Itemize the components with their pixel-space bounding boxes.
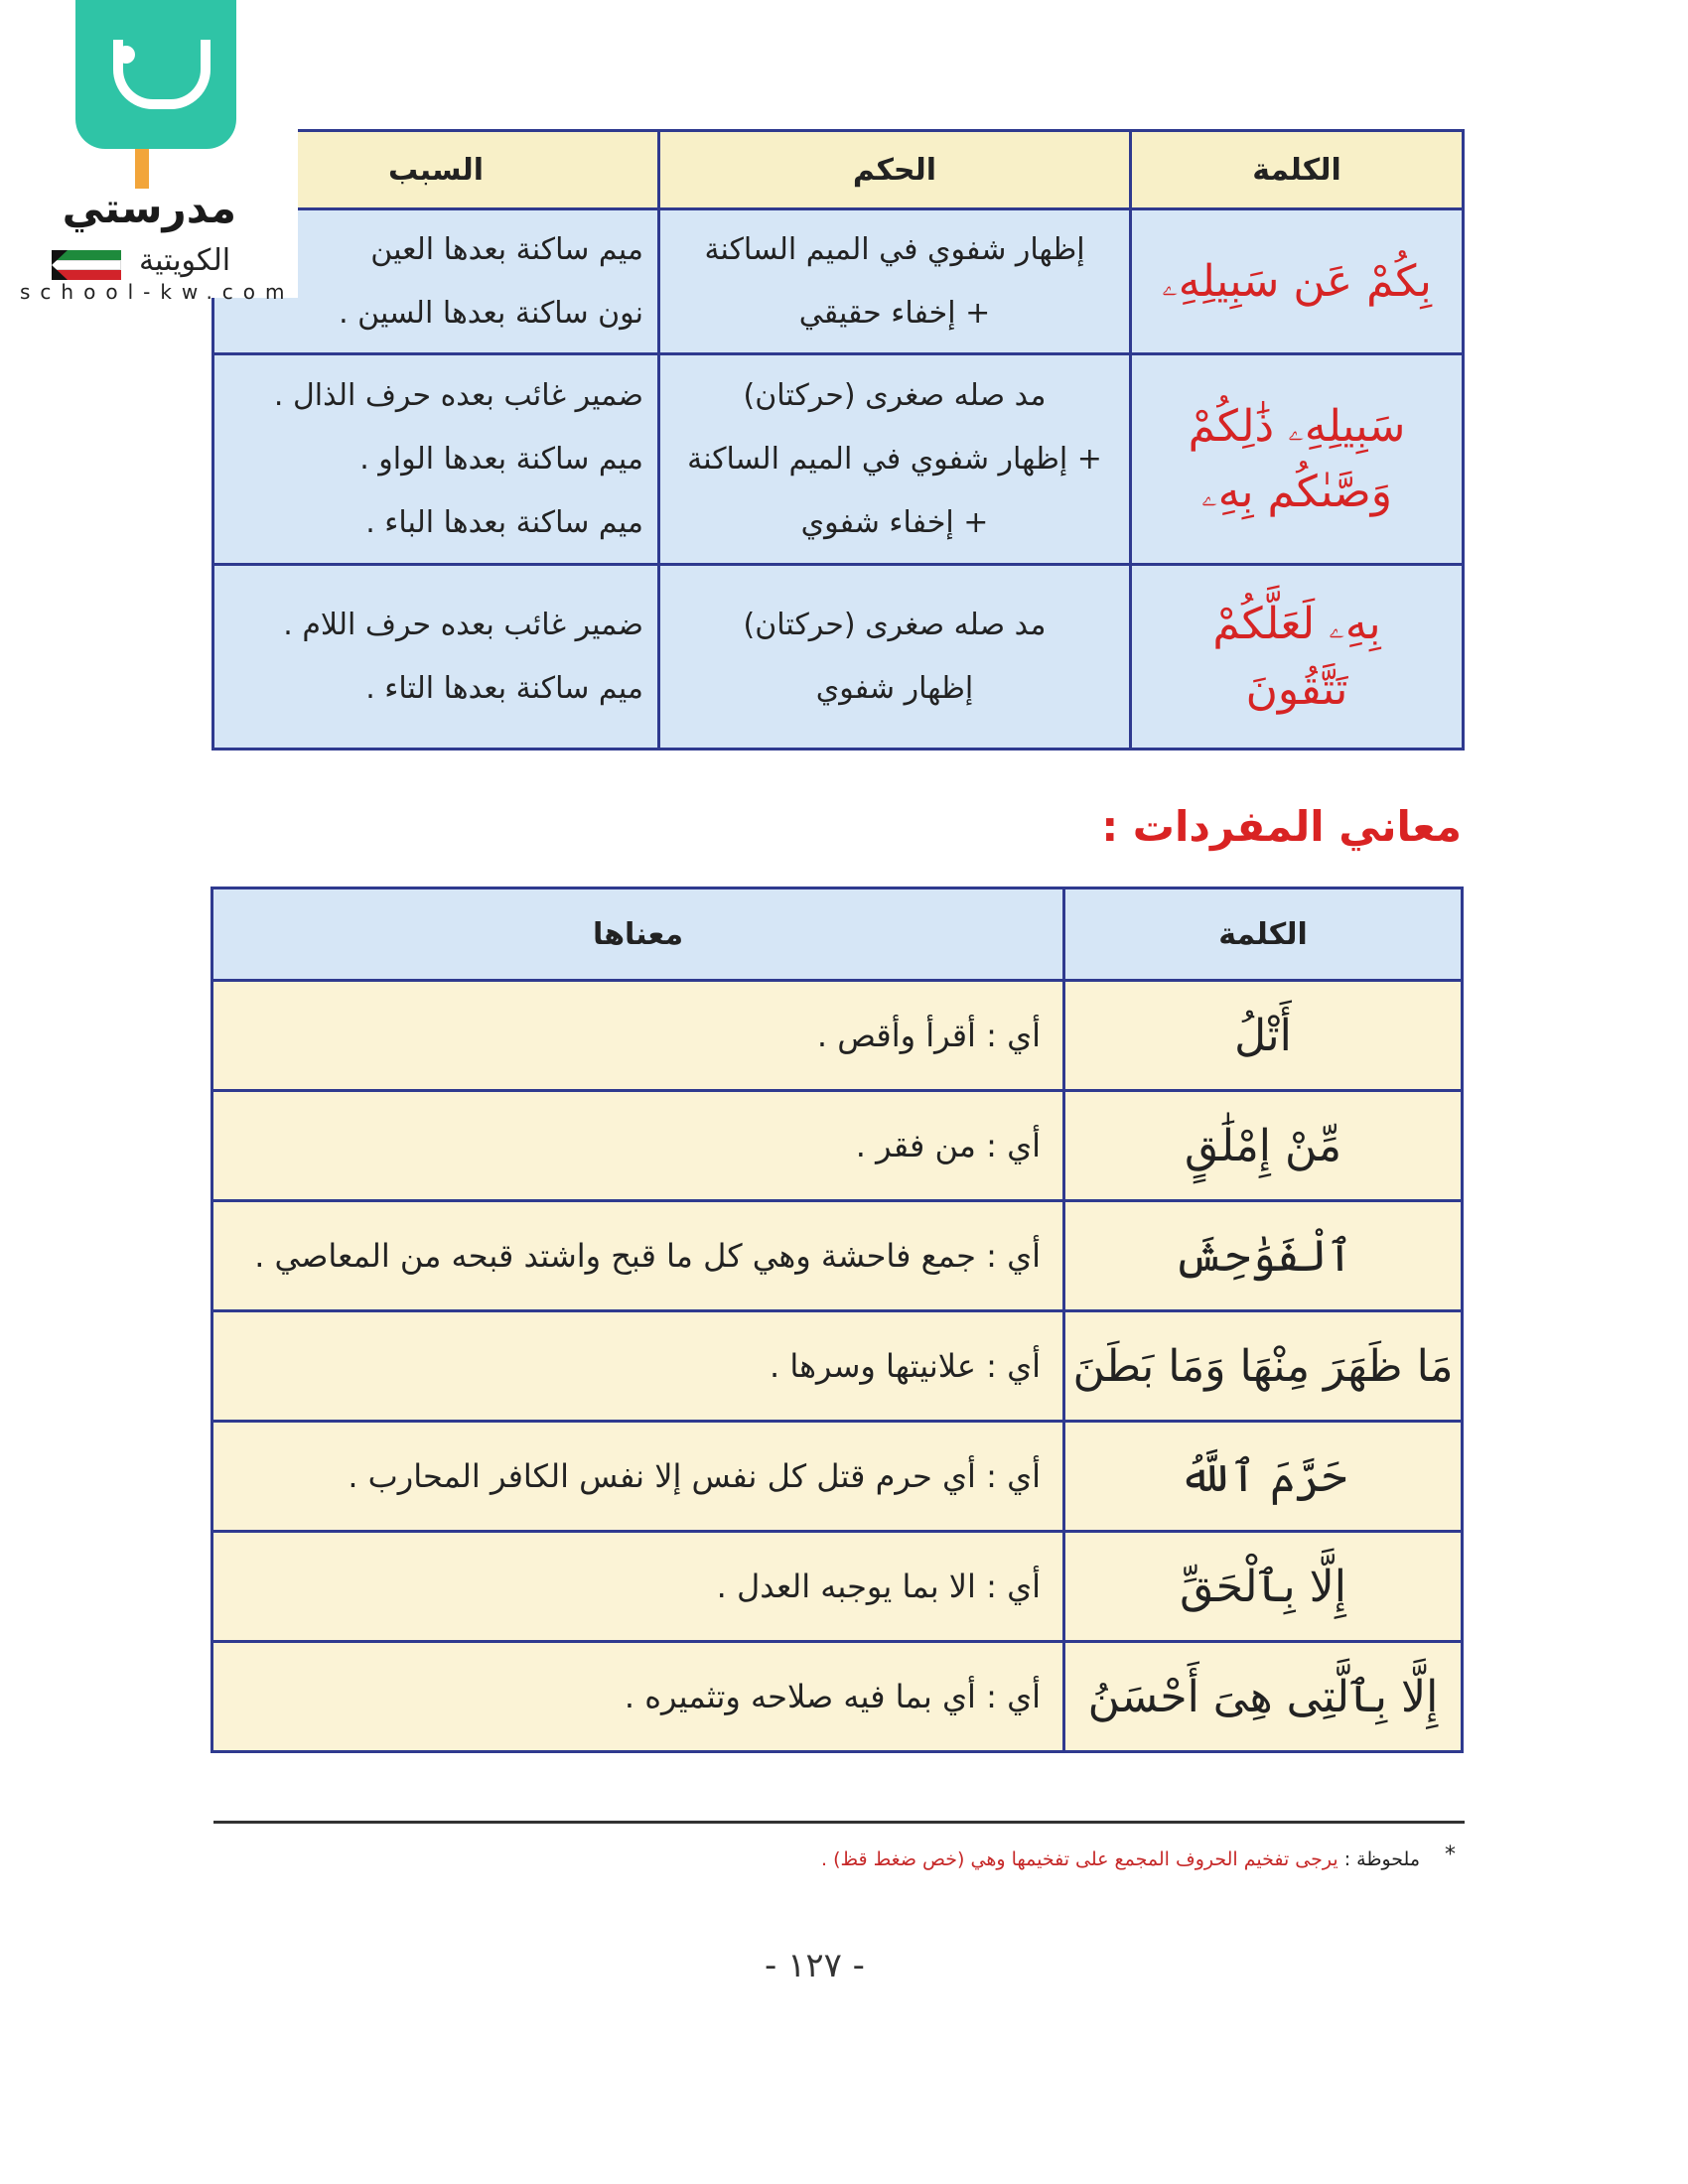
- header-reason: السبب: [213, 131, 659, 209]
- table-row: [212, 1201, 1463, 1311]
- word-cell: إِلَّا بِٱلْحَقِّ: [1064, 1532, 1463, 1642]
- kuwait-flag-icon: [52, 250, 121, 280]
- table-row: [212, 1532, 1463, 1642]
- table-row: [212, 981, 1463, 1091]
- section-title: معاني المفردات :: [1101, 802, 1462, 851]
- header-word: الكلمة: [1064, 888, 1463, 981]
- table-row: [212, 1642, 1463, 1752]
- header-ruling: الحكم: [659, 131, 1131, 209]
- logo-name: مدرستي: [62, 184, 236, 232]
- word-cell: أَتْلُ: [1064, 981, 1463, 1091]
- logo-smile-icon: [113, 40, 211, 109]
- table-row: [212, 1091, 1463, 1201]
- table-row: [212, 1422, 1463, 1532]
- vocabulary-table: [211, 887, 1464, 1753]
- meaning-cell: أي : الا بما يوجبه العدل .: [212, 1532, 1064, 1642]
- footnote-star: *: [1445, 1843, 1456, 1867]
- word-cell: ٱلْفَوَٰحِشَ: [1064, 1201, 1463, 1311]
- meaning-cell: أي : جمع فاحشة وهي كل ما قبح واشتد قبحه من المعاصي .: [212, 1201, 1064, 1311]
- ruling-cell: مد صله صغرى (حركتان) + إظهار شفوي في الميم الساكنة + إخفاء شفوي: [659, 354, 1131, 565]
- header-meaning: معناها: [212, 888, 1064, 981]
- word-cell: حَرَّمَ ٱللَّهُ: [1064, 1422, 1463, 1532]
- meaning-cell: أي : من فقر .: [212, 1091, 1064, 1201]
- word-cell: إِلَّا بِٱلَّتِى هِىَ أَحْسَنُ: [1064, 1642, 1463, 1752]
- word-cell: سَبِيلِهِۦ ذَٰلِكُمْ وَصَّىٰكُم بِهِۦ: [1131, 354, 1464, 565]
- meaning-cell: أي : علانيتها وسرها .: [212, 1311, 1064, 1422]
- word-cell: بِهِۦ لَعَلَّكُمْ تَتَّقُونَ: [1131, 565, 1464, 750]
- reason-cell: ضمير غائب بعده حرف الذال . ميم ساكنة بعدها الواو . ميم ساكنة بعدها الباء .: [213, 354, 659, 565]
- meaning-cell: أي : أي حرم قتل كل نفس إلا نفس الكافر المحارب .: [212, 1422, 1064, 1532]
- footnote-text: يرجى تفخيم الحروف المجمع على تفخيمها وهي (خص ضغط قظ) .: [821, 1848, 1338, 1870]
- reason-cell: ضمير غائب بعده حرف اللام . ميم ساكنة بعدها التاء .: [213, 565, 659, 750]
- table-row: [213, 565, 1464, 750]
- footnote-divider: [213, 1821, 1465, 1824]
- footnote: [821, 1848, 1420, 1870]
- meaning-cell: أي : أي بما فيه صلاحه وتثميره .: [212, 1642, 1064, 1752]
- reason-cell: ميم ساكنة بعدها العين نون ساكنة بعدها السين .: [213, 209, 659, 354]
- table-header-row: [212, 888, 1463, 981]
- table-header-row: [213, 131, 1464, 209]
- word-cell: بِكُمْ عَن سَبِيلِهِۦ: [1131, 209, 1464, 354]
- table-row: [212, 1311, 1463, 1422]
- tajweed-rulings-table: [211, 129, 1465, 751]
- logo-url: school-kw.com: [20, 280, 295, 304]
- word-cell: مَا ظَهَرَ مِنْهَا وَمَا بَطَنَ: [1064, 1311, 1463, 1422]
- logo-subtitle: الكويتية: [139, 243, 231, 278]
- footnote-label: ملحوظة :: [1343, 1848, 1420, 1870]
- header-word: الكلمة: [1131, 131, 1464, 209]
- word-cell: مِّنْ إِمْلَٰقٍ: [1064, 1091, 1463, 1201]
- page-number: - ١٢٧ -: [765, 1946, 865, 1985]
- logo-ribbon-icon: [135, 149, 149, 189]
- school-logo: [0, 0, 298, 304]
- ruling-cell: إظهار شفوي في الميم الساكنة + إخفاء حقيقي: [659, 209, 1131, 354]
- meaning-cell: أي : أقرأ وأقص .: [212, 981, 1064, 1091]
- ruling-cell: مد صله صغرى (حركتان) إظهار شفوي: [659, 565, 1131, 750]
- table-row: [213, 354, 1464, 565]
- table-row: [213, 209, 1464, 354]
